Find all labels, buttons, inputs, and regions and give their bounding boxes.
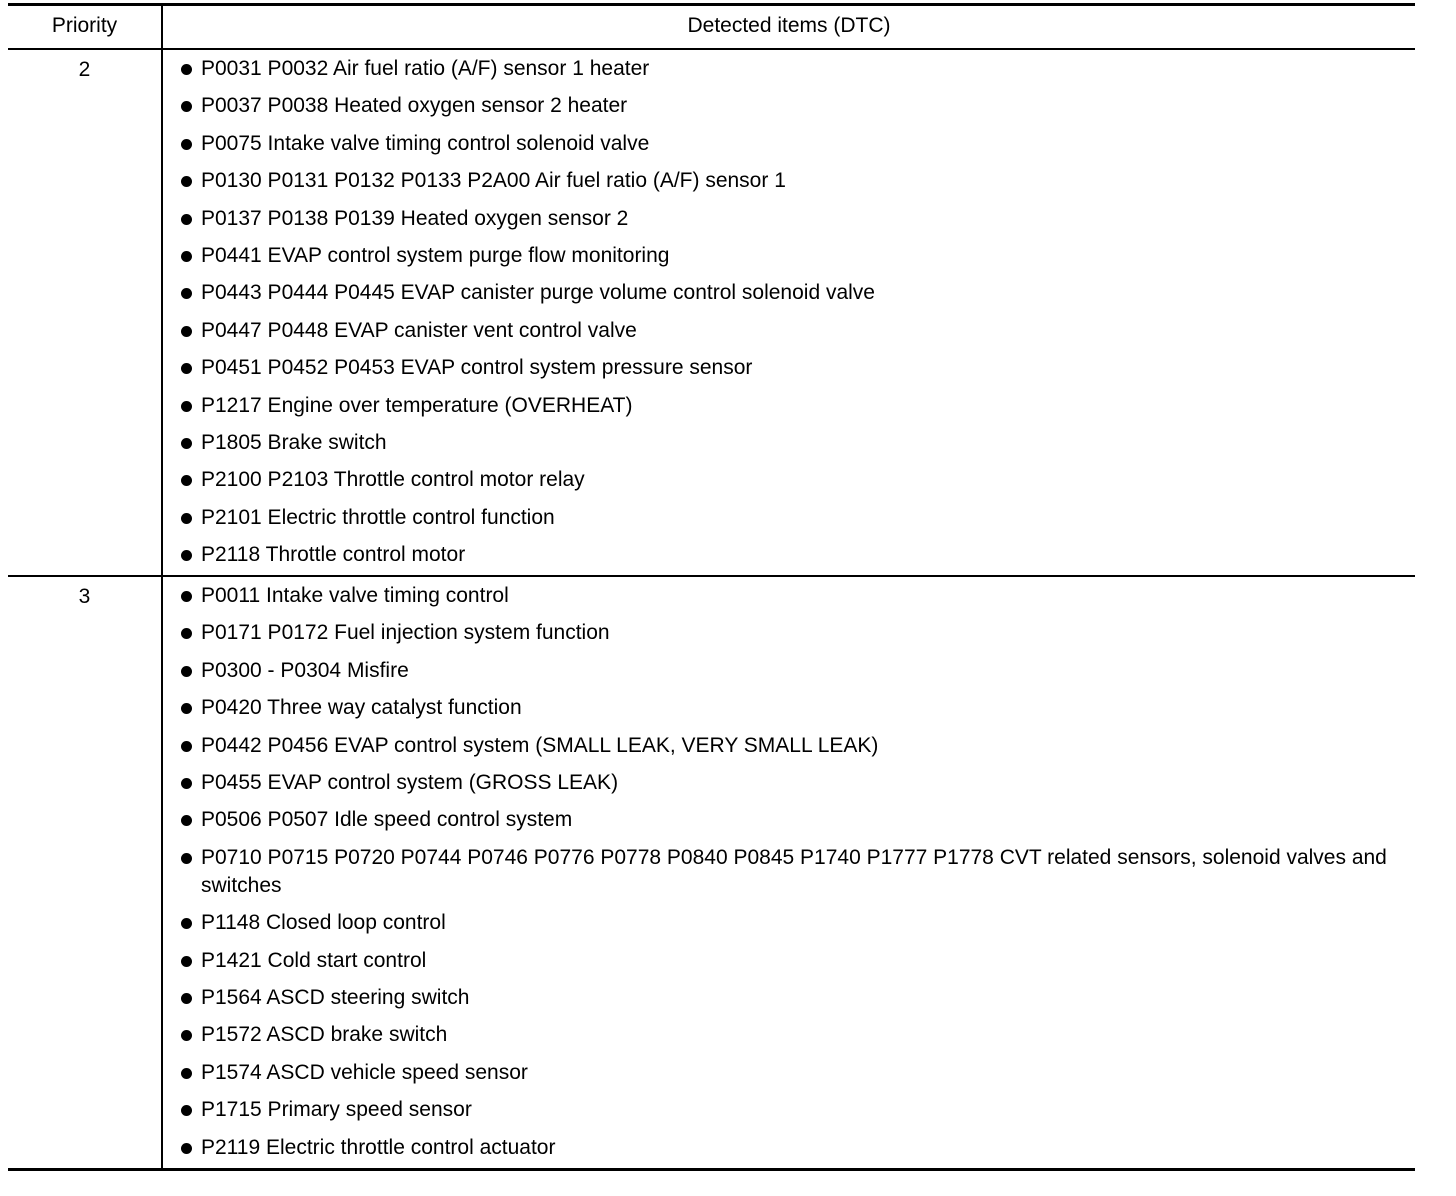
dtc-list (179, 55, 1405, 569)
list-item (179, 1096, 1405, 1124)
list-item (179, 205, 1405, 233)
bullet-icon (179, 205, 201, 233)
list-item (179, 354, 1405, 382)
list-item (179, 1059, 1405, 1087)
dtc-item-text: P0451 P0452 P0453 EVAP control system pressure sensor (201, 356, 753, 380)
dtc-item-text: P1217 Engine over temperature (OVERHEAT) (201, 393, 633, 417)
dtc-item-text: P1715 Primary speed sensor (201, 1098, 472, 1122)
list-item (179, 909, 1405, 937)
list-item (179, 466, 1405, 494)
dtc-item-text: P1805 Brake switch (201, 430, 387, 454)
dtc-item-text: P2118 Throttle control motor (201, 543, 466, 567)
bullet-icon (179, 1096, 201, 1124)
priority-value: 2 (8, 50, 163, 575)
dtc-item-text: P1574 ASCD vehicle speed sensor (201, 1060, 528, 1084)
bullet-icon (179, 844, 201, 872)
list-item (179, 317, 1405, 345)
dtc-item-text: P1572 ASCD brake switch (201, 1023, 448, 1047)
list-item (179, 984, 1405, 1012)
bullet-icon (179, 429, 201, 457)
list-item (179, 1021, 1405, 1049)
list-item (179, 242, 1405, 270)
bullet-icon (179, 984, 201, 1012)
bullet-icon (179, 55, 201, 83)
list-item (179, 806, 1405, 834)
list-item (179, 619, 1405, 647)
bullet-icon (179, 92, 201, 120)
bullet-icon (179, 769, 201, 797)
dtc-item-text: P0441 EVAP control system purge flow monitoring (201, 243, 670, 267)
list-item (179, 947, 1405, 975)
list-item (179, 541, 1405, 569)
list-item (179, 279, 1405, 307)
bullet-icon (179, 130, 201, 158)
dtc-item-text: P0506 P0507 Idle speed control system (201, 808, 573, 832)
bullet-icon (179, 909, 201, 937)
dtc-item-text: P0075 Intake valve timing control solenoid valve (201, 131, 650, 155)
bullet-icon (179, 619, 201, 647)
bullet-icon (179, 1134, 201, 1162)
dtc-list (179, 582, 1405, 1161)
bullet-icon (179, 1021, 201, 1049)
dtc-item-text: P0447 P0448 EVAP canister vent control valve (201, 318, 637, 342)
dtc-item-text: P1564 ASCD steering switch (201, 985, 470, 1009)
list-item (179, 92, 1405, 120)
dtc-item-text: P0710 P0715 P0720 P0744 P0746 P0776 P0778 P0840 P0845 P1740 P1777 P1778 CVT related sensors, solenoid valves and switches (201, 845, 1387, 897)
dtc-item-text: P0442 P0456 EVAP control system (SMALL LEAK, VERY SMALL LEAK) (201, 733, 879, 757)
list-item (179, 504, 1405, 532)
table-header (8, 6, 1415, 50)
dtc-item-text: P0137 P0138 P0139 Heated oxygen sensor 2 (201, 206, 629, 230)
list-item (179, 769, 1405, 797)
dtc-item-text: P0171 P0172 Fuel injection system function (201, 621, 610, 645)
dtc-priority-table (8, 3, 1415, 1171)
header-priority: Priority (8, 6, 163, 48)
bullet-icon (179, 657, 201, 685)
bullet-icon (179, 582, 201, 610)
list-item (179, 429, 1405, 457)
list-item (179, 732, 1405, 760)
dtc-item-text: P0455 EVAP control system (GROSS LEAK) (201, 771, 619, 795)
dtc-item-text: P2101 Electric throttle control function (201, 505, 555, 529)
dtc-item-text: P0031 P0032 Air fuel ratio (A/F) sensor 1 heater (201, 57, 650, 80)
list-item (179, 167, 1405, 195)
bullet-icon (179, 317, 201, 345)
bullet-icon (179, 1059, 201, 1087)
detected-items-cell (163, 577, 1415, 1167)
table-row (8, 50, 1415, 575)
bullet-icon (179, 694, 201, 722)
bullet-icon (179, 732, 201, 760)
dtc-item-text: P0011 Intake valve timing control (201, 584, 509, 608)
dtc-item-text: P2119 Electric throttle control actuator (201, 1135, 556, 1159)
bullet-icon (179, 279, 201, 307)
dtc-item-text: P0130 P0131 P0132 P0133 P2A00 Air fuel ratio (A/F) sensor 1 (201, 169, 786, 193)
bullet-icon (179, 947, 201, 975)
bullet-icon (179, 167, 201, 195)
list-item (179, 844, 1405, 900)
detected-items-cell (163, 50, 1415, 575)
list-item (179, 130, 1405, 158)
list-item (179, 392, 1405, 420)
bullet-icon (179, 242, 201, 270)
bullet-icon (179, 541, 201, 569)
dtc-item-text: P0443 P0444 P0445 EVAP canister purge volume control solenoid valve (201, 281, 875, 305)
list-item (179, 694, 1405, 722)
dtc-item-text: P0300 - P0304 Misfire (201, 658, 409, 682)
priority-value: 3 (8, 577, 163, 1167)
dtc-item-text: P1421 Cold start control (201, 948, 427, 972)
dtc-item-text: P2100 P2103 Throttle control motor relay (201, 468, 585, 492)
table-row (8, 575, 1415, 1167)
header-detected-items: Detected items (DTC) (687, 14, 891, 37)
bullet-icon (179, 504, 201, 532)
table-body (8, 50, 1415, 1168)
list-item (179, 55, 1405, 83)
bullet-icon (179, 466, 201, 494)
dtc-item-text: P1148 Closed loop control (201, 911, 446, 935)
list-item (179, 582, 1405, 610)
bullet-icon (179, 392, 201, 420)
dtc-item-text: P0420 Three way catalyst function (201, 696, 522, 720)
list-item (179, 657, 1405, 685)
bullet-icon (179, 354, 201, 382)
dtc-item-text: P0037 P0038 Heated oxygen sensor 2 heater (201, 94, 628, 118)
list-item (179, 1134, 1405, 1162)
bullet-icon (179, 806, 201, 834)
